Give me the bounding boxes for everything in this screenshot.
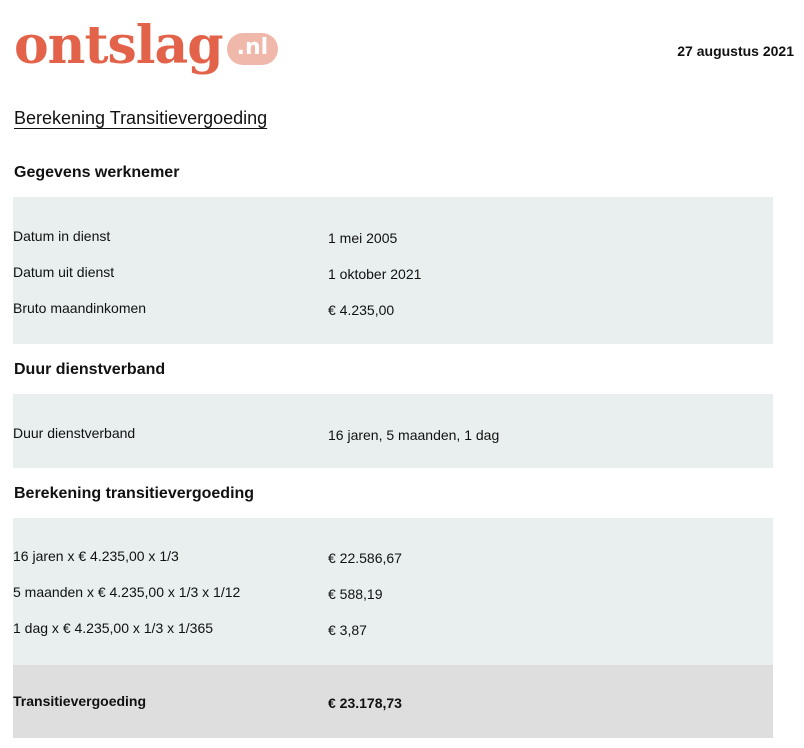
- total-label: Transitievergoeding: [13, 693, 147, 709]
- section-heading-calculation: Berekening transitievergoeding: [14, 485, 255, 502]
- row-label: 16 jaren x € 4.235,00 x 1/3: [13, 548, 179, 564]
- logo-wordmark: ontslag: [14, 15, 223, 76]
- total-value: € 23.178,73: [328, 695, 402, 711]
- logo-tld-badge: .nl: [227, 33, 279, 65]
- section-heading-employee: Gegevens werknemer: [14, 164, 180, 181]
- row-label: Datum in dienst: [13, 228, 111, 244]
- row-value: 16 jaren, 5 maanden, 1 dag: [328, 427, 500, 443]
- row-label: 1 dag x € 4.235,00 x 1/3 x 1/365: [13, 620, 214, 636]
- row-value: € 22.586,67: [328, 550, 402, 566]
- row-label: 5 maanden x € 4.235,00 x 1/3 x 1/12: [13, 584, 241, 600]
- row-value: 1 mei 2005: [328, 230, 398, 246]
- row-value: € 3,87: [328, 622, 367, 638]
- row-value: 1 oktober 2021: [328, 266, 422, 282]
- row-value: € 588,19: [328, 586, 383, 602]
- document-title: Berekening Transitievergoeding: [14, 108, 268, 128]
- logo: [14, 14, 278, 78]
- row-value: € 4.235,00: [328, 302, 395, 318]
- row-label: Duur dienstverband: [13, 425, 136, 441]
- row-label: Datum uit dienst: [13, 264, 115, 280]
- section-heading-duration: Duur dienstverband: [14, 361, 166, 378]
- row-label: Bruto maandinkomen: [13, 300, 147, 316]
- document-date: 27 augustus 2021: [677, 43, 794, 59]
